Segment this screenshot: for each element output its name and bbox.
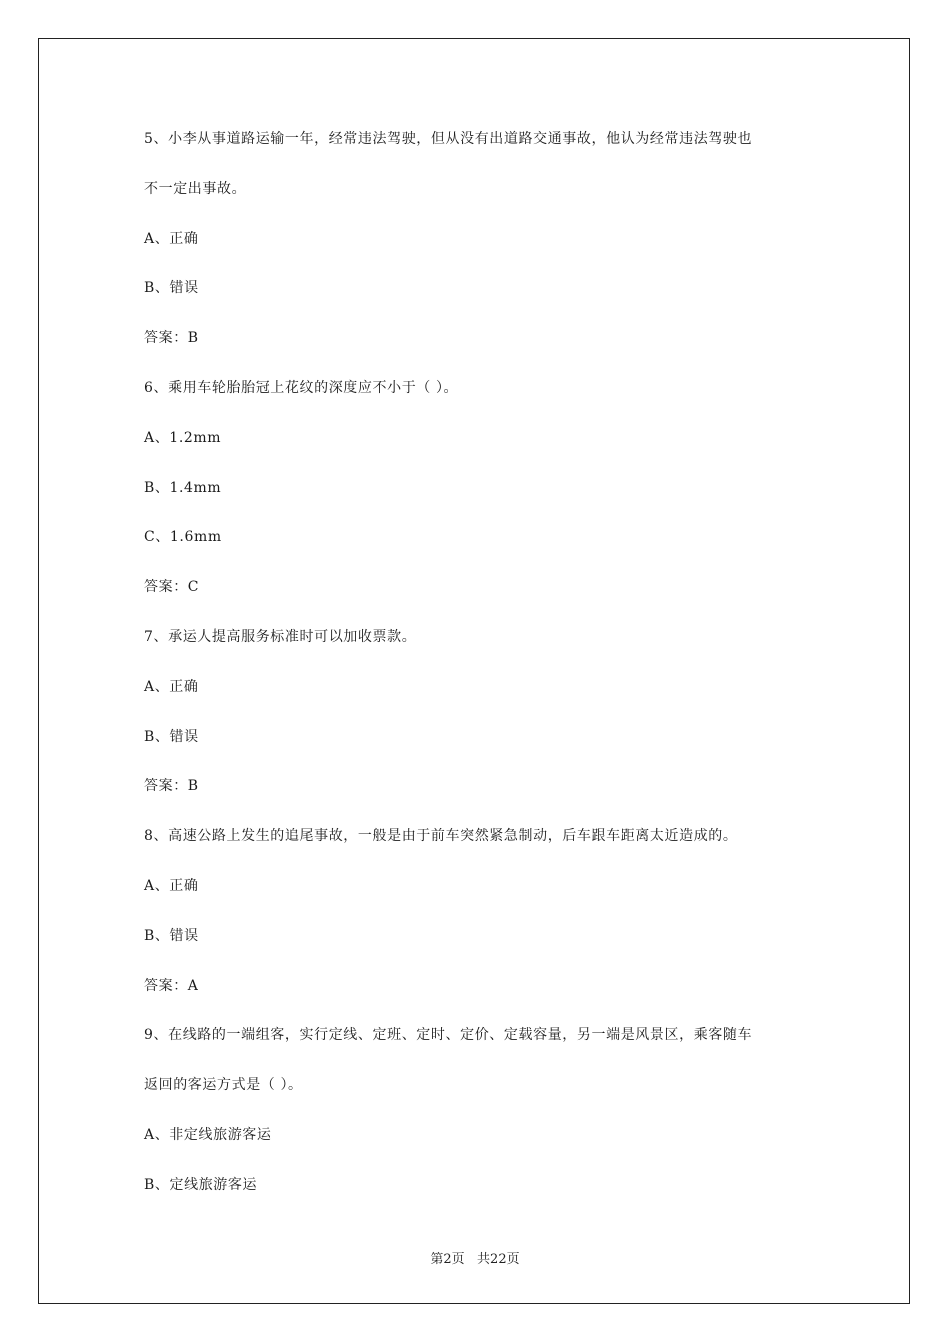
question-6-option-a: A、1.2mm	[144, 429, 222, 446]
question-5	[144, 127, 824, 350]
question-6-stem-line-1: 6、乘用车轮胎胎冠上花纹的深度应不小于（ ）。	[144, 379, 459, 396]
question-7-option-b: B、错误	[144, 728, 199, 745]
question-5-stem-line-1: 5、小李从事道路运输一年，经常违法驾驶，但从没有出道路交通事故，他认为经常违法驾驶也	[144, 131, 753, 147]
question-5-option-b: B、错误	[144, 280, 199, 297]
question-6-option-c: C、1.6mm	[144, 529, 222, 546]
question-list	[144, 127, 824, 1223]
question-5-option-a: A、正确	[144, 230, 199, 247]
question-9-option-b: B、定线旅游客运	[144, 1176, 258, 1193]
question-9-stem-line-1: 9、在线路的一端组客，实行定线、定班、定时、定价、定载容量，另一端是风景区，乘客随车	[144, 1027, 753, 1044]
question-9-option-a: A、非定线旅游客运	[144, 1126, 272, 1143]
question-7-option-a: A、正确	[144, 678, 199, 695]
question-6-option-b: B、1.4mm	[144, 479, 222, 496]
question-9	[144, 1023, 824, 1196]
question-7-answer: 答案：B	[144, 778, 199, 795]
question-9-stem-line-2: 返回的客运方式是（ ）。	[144, 1077, 303, 1094]
question-8-stem-line-1: 8、高速公路上发生的追尾事故，一般是由于前车突然紧急制动，后车跟车距离太近造成的。	[144, 828, 738, 845]
question-6-answer: 答案：C	[144, 579, 200, 596]
question-8	[144, 824, 824, 997]
question-5-stem-line-2: 不一定出事故。	[144, 180, 247, 197]
question-6	[144, 376, 824, 599]
question-7	[144, 625, 824, 798]
question-8-option-b: B、错误	[144, 927, 199, 944]
question-8-answer: 答案：A	[144, 977, 199, 994]
page-number-footer: 第2页 共22页	[430, 1252, 520, 1267]
question-5-answer: 答案：B	[144, 330, 199, 347]
question-8-option-a: A、正确	[144, 877, 199, 894]
question-7-stem-line-1: 7、承运人提高服务标准时可以加收票款。	[144, 628, 417, 645]
